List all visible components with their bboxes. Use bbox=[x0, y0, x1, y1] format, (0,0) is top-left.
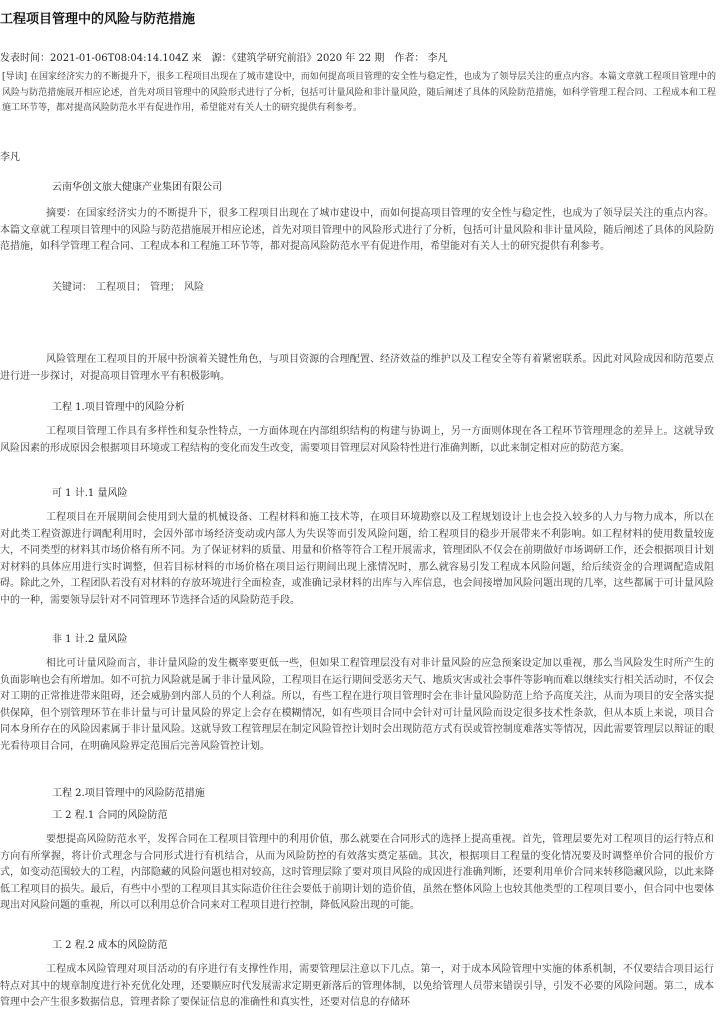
author-label: 作者： 李凡 bbox=[394, 53, 448, 64]
keyword-item: 管理； bbox=[150, 282, 180, 293]
article-title: 工程项目管理中的风险与防范措施 bbox=[0, 12, 196, 27]
section-heading: 工程 2.项目管理中的风险防范措施 bbox=[52, 788, 205, 799]
abstract: 摘要：在国家经济实力的不断提升下，很多工程项目出现在了城市建设中，而如何提高项目管理的安全性与稳定性，也成为了领导层关注的重点内容。本篇文章就工程项目管理中的风险与防范措施展开相应论述，首先对项目管理中的风险形式进行了分析，包括可计量风险和非计量风险，随后阐述了具体的风险防范措施，如科学管理工程合同、工程成本和工程施工环节等，都对提高风险防范水平有促进作用，希望能对有关人士的研究提供有利参考。 bbox=[0, 208, 714, 253]
keyword-item: 风险 bbox=[184, 282, 204, 293]
section-heading: 工程 1.项目管理中的风险分析 bbox=[52, 402, 185, 413]
section-body: 相比可计量风险而言，非计量风险的发生概率要更低一些，但如果工程管理层没有对非计量风险的应急预案设定加以重视，那么当风险发生时所产生的负面影响也会有所增加。如不可抗力风险就是属于非计量风险，工程项目在运行期间受恶劣天气、地质灾害或社会事件等影响而难以继续实行相关活动时，不仅会对工期的正常推进带来阻碍，还会威胁到内部人员的个人利益。所以，有些工程在进行项目管理时会在非计量风险防范上给予高度关注，从而为项目的安全落实提供保障，但个别管理环节在非计量与可计量风险的界定上会存在模糊情况，如有些项目合同中会针对可计量风险而设定很多技术性条款，但从本质上来说，项目合同本身所存在的风险因素属于非计量风险。这就导致工程管理层在制定风险管控计划时会出现防范方式有误或管控制度难落实等情况，因此需要管理层以辩证的眼光看待项目合同，在明确风险界定范围后完善风险管控计划。 bbox=[0, 658, 714, 752]
section-body: 工程项目管理工作具有多样性和复杂性特点，一方面体现在内部组织结构的构建与协调上，另一方面则体现在各工程环节管理理念的差异上。这就导致风险因素的形成原因会根据项目环境或工程结构的变化而发生改变，需要项目管理层对风险特性进行准确判断，以此来制定相对应的防范方案。 bbox=[0, 426, 714, 454]
section-heading: 工 2 程.1 合同的风险防范 bbox=[52, 810, 168, 821]
lead-summary: [导读] 在国家经济实力的不断提升下，很多工程项目出现在了城市建设中，而如何提高项目管理的安全性与稳定性，也成为了领导层关注的重点内容。本篇文章就工程项目管理中的风险与防范措施展开相应论述，首先对项目管理中的风险形式进行了分析，包括可计量风险和非计量风险，随后阐述了具体的风险防范措施，如科学管理工程合同、工程成本和工程施工环节等，都对提高风险防范水平有促进作用，希望能对有关人士的研究提供有利参考。 bbox=[2, 72, 716, 113]
article-meta bbox=[0, 51, 458, 67]
section-heading: 非 1 计.2 量风险 bbox=[52, 634, 128, 645]
section-body: 要想提高风险防范水平，发挥合同在工程项目管理中的利用价值，那么就要在合同形式的选择上提高重视。首先，管理层要先对工程项目的运行特点和方向有所掌握，将计价式理念与合同形式进行有机结合，从而为风险防控的有效落实奠定基础。其次，根据项目工程量的变化情况要及时调整单价合同的报价方式，如变动范围较大的工程，内部隐藏的风险问题也相对较高，这时管理层除了要对项目风险的成因进行准确判断，还要利用单价合同来转移隐藏风险，以此来降低工程项目的损失。最后，有些中小型的工程项目其实际造价往往会要低于前期计划的造价值，虽然在整体风险上也较其他类型的工程项目要小，但合同中也要体现出对风险问题的重视，所以可以利用总价合同来对工程项目进行控制，降低风险出现的可能。 bbox=[0, 834, 714, 912]
section-heading: 工 2 程.2 成本的风险防范 bbox=[52, 940, 168, 951]
section-heading: 可 1 计.1 量风险 bbox=[52, 488, 128, 499]
publish-time: 发表时间：2021-01-06T08:04:14.104Z 来 bbox=[0, 53, 202, 64]
intro-paragraph: 风险管理在工程项目的开展中扮演着关键性角色，与项目资源的合理配置、经济效益的维护以及工程安全等有着紧密联系。因此对风险成因和防范要点进行进一步探讨，对提高项目管理水平有积极影响。 bbox=[0, 354, 714, 382]
section-body: 工程成本风险管理对项目活动的有序进行有支撑性作用，需要管理层注意以下几点。第一，对于成本风险管理中实施的体系机制，不仅要结合项目运行特点对其中的规章制度进行补充优化处理，还要顺应时代发展需求定期更新落后的管理体制，以免给管理人员带来错误引导，引发不必要的风险问题。第二，成本管理中会产生很多数据信息，管理者除了要保证信息的准确性和真实性，还要对信息的存储环 bbox=[0, 964, 714, 1009]
keywords-label: 关键词： bbox=[52, 282, 92, 293]
section-body: 工程项目在开展期间会使用到大量的机械设备、工程材料和施工技术等，在项目环境勘察以及工程规划设计上也会投入较多的人力与物力成本，所以在对此类工程资源进行调配利用时，会因外部市场经济变动或内部人为失误等而引发风险问题，给工程项目的稳步开展带来不利影响。如工程材料的使用数量较庞大，不同类型的材料其市场价格有所不同。为了保证材料的质量、用量和价格等符合工程开展需求，管理团队不仅会在前期做好市场调研工作，还会根据项目计划对材料的具体应用进行实时调整，但若目标材料的市场价格在项目运行期间出现上涨情况时，那么就容易引发工程成本风险问题，给后续资金的合理调配造成阻碍。除此之外，工程团队若没有对材料的存放环境进行全面检查，或准确记录材料的出库与入库信息，也会间接增加风险问题出现的几率，这些都属于可计量风险中的一种，需要领导层针对不同管理环节选择合适的风险防范手段。 bbox=[0, 512, 714, 606]
publication-source: 源：《建筑学研究前沿》2020 年 22 期 bbox=[211, 53, 385, 64]
author-name: 李凡 bbox=[0, 152, 20, 163]
author-organization: 云南华创文旅大健康产业集团有限公司 bbox=[52, 182, 222, 193]
keyword-item: 工程项目； bbox=[96, 282, 146, 293]
keywords bbox=[52, 280, 208, 296]
